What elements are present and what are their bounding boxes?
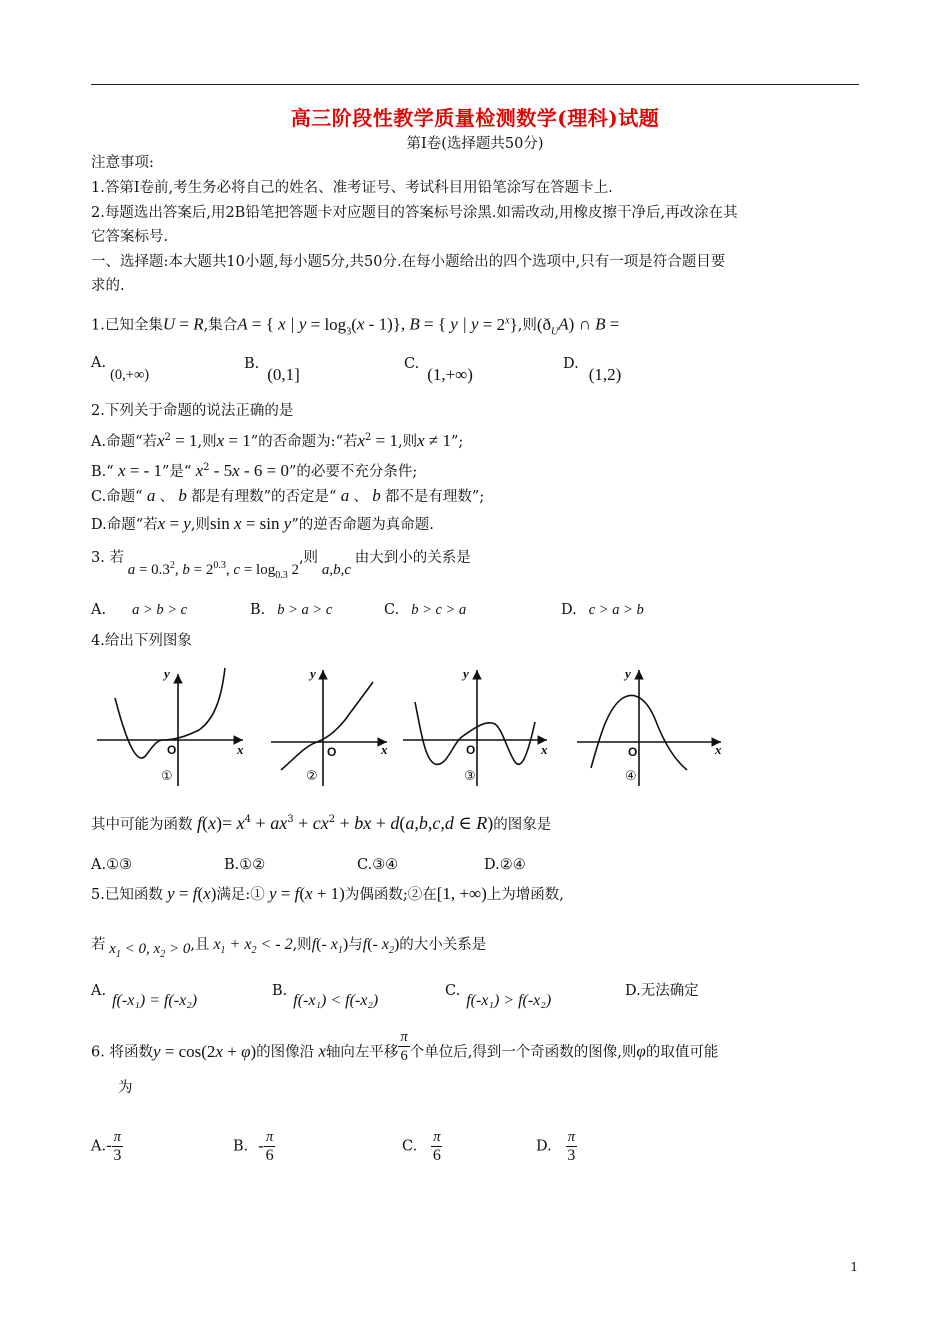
q1-option-b[interactable]: B.(0,1]	[244, 356, 300, 384]
q4-option-d[interactable]: D.②④	[484, 857, 526, 873]
graph-4-x-label: x	[715, 742, 722, 757]
graph-4	[577, 670, 721, 786]
q4-graphs	[91, 662, 731, 792]
question-3: 3. 若 $a = 0.3^2$, $b = 2^{0.3}$, $c = \log_{0.3} 2$,则 a,b,c 由大到小的关系是	[91, 550, 471, 581]
graph-1-y-label: y	[164, 666, 170, 681]
q3-option-b[interactable]: B. b > a > c	[250, 602, 333, 618]
note-2-cont: 它答案标号.	[91, 229, 169, 245]
question-6: 6. 将函数y = cos(2x + φ)的图像沿 x轴向左平移 $\frac{\pi}{6}$ 个单位后,得到一个奇函数的图像,则φ的取值可能	[91, 1029, 719, 1064]
q2-option-d[interactable]: D.命题“若x = y,则sin x = sin y”的逆否命题为真命题.	[91, 514, 434, 533]
section-instructions-cont: 求的.	[91, 278, 125, 294]
graph-3-x-label: x	[541, 742, 548, 757]
q1-option-a[interactable]: A.(0,+∞)	[91, 355, 150, 383]
graph-4-origin: O	[628, 745, 638, 759]
q2-option-c[interactable]: C.命题“ a 、 b 都是有理数”的否定是“ a 、 b 都不是有理数”;	[91, 486, 485, 505]
header-rule	[91, 84, 859, 85]
q2-option-b[interactable]: B.“ x = - 1”是“ $x^2 - 5x - 6 = 0$”的必要不充分条件;	[91, 460, 418, 480]
graph-4-y-label: y	[625, 666, 631, 681]
question-5-cont: 若 $x_1 < 0$, $x_2 > 0$,且 $x_1 + x_2$ < - 2,则f(- $x_1$)与f(- $x_2$)的大小关系是	[91, 936, 487, 960]
graph-2-x-label: x	[381, 742, 388, 757]
q2-option-a[interactable]: A.命题“若$x^2 = 1$,则x = 1”的否命题为:“若$x^2 = 1$,则x ≠ 1”;	[91, 430, 464, 450]
graph-2-origin: O	[327, 745, 337, 759]
question-6-cont: 为	[118, 1080, 133, 1096]
graph-1-origin: O	[167, 743, 177, 757]
q6-option-c[interactable]: C. $\frac{\pi}{6}$	[402, 1129, 441, 1164]
graph-2-y-label: y	[310, 666, 316, 681]
question-4: 4.给出下列图象	[91, 633, 192, 649]
question-2: 2.下列关于命题的说法正确的是	[91, 403, 294, 419]
q6-option-d[interactable]: D. $\frac{\pi}{3}$	[536, 1129, 576, 1164]
graph-3-y-label: y	[463, 666, 469, 681]
q3-option-a[interactable]: A. a > b > c	[91, 602, 188, 618]
q3-option-d[interactable]: D. c > a > b	[561, 602, 644, 618]
graph-3-label: ③	[464, 769, 476, 784]
q5-option-b[interactable]: B.f(-x₁) < f(-x₂)	[272, 983, 379, 1009]
q6-option-b[interactable]: B. - $\frac{\pi}{6}$	[233, 1129, 274, 1164]
section-instructions: 一、选择题:本大题共10小题,每小题5分,共50分.在每小题给出的四个选项中,只有一项是符合题目要	[91, 251, 726, 270]
q6-option-a[interactable]: A.- $\frac{\pi}{3}$	[91, 1129, 122, 1164]
q4-option-c[interactable]: C.③④	[357, 857, 399, 873]
q1-option-d[interactable]: D.(1,2)	[563, 356, 622, 384]
question-5: 5.已知函数 y = f(x)满足:① y = f(x + 1)为偶函数;②在[1, +∞)上为增函数,	[91, 884, 564, 903]
graph-2	[271, 670, 387, 786]
graph-4-label: ④	[625, 769, 637, 784]
notes-heading: 注意事项:	[91, 155, 154, 171]
q1-option-c[interactable]: C.(1,+∞)	[404, 356, 473, 384]
note-2: 2.每题选出答案后,用2B铅笔把答题卡对应题目的答案标号涂黑.如需改动,用橡皮擦干净后,再改涂在其	[91, 205, 738, 221]
q4-function-text: 其中可能为函数 $f(x)= x^4 + ax^3 + cx^2$ + bx + d(a,b,c,d ∈ R)的图象是	[91, 813, 552, 833]
q5-option-c[interactable]: C.f(-x₁) > f(-x₂)	[445, 983, 552, 1009]
q5-option-d[interactable]: D.无法确定	[625, 983, 699, 999]
page-number: 1	[850, 1260, 858, 1274]
graph-1-label: ①	[161, 769, 173, 784]
graph-3-origin: O	[466, 743, 476, 757]
q4-option-a[interactable]: A.①③	[91, 857, 133, 873]
q5-option-a[interactable]: A.f(-x₁) = f(-x₂)	[91, 983, 198, 1009]
note-1: 1.答第Ⅰ卷前,考生务必将自己的姓名、准考证号、考试科目用铅笔涂写在答题卡上.	[91, 180, 613, 196]
graph-1-x-label: x	[237, 742, 244, 757]
q4-option-b[interactable]: B.①②	[224, 857, 266, 873]
question-1: 1.已知全集U = R,集合A = { x | $y = \log_3(x - 1)$}, B = { y | $y = 2^x$},则$(ð_UA)$ ∩ B =	[91, 314, 620, 338]
exam-title: 高三阶段性教学质量检测数学(理科)试题	[290, 106, 660, 130]
q3-option-c[interactable]: C. b > c > a	[384, 602, 467, 618]
graph-2-label: ②	[306, 769, 318, 784]
exam-subtitle: 第Ⅰ卷(选择题共50分)	[406, 136, 544, 152]
